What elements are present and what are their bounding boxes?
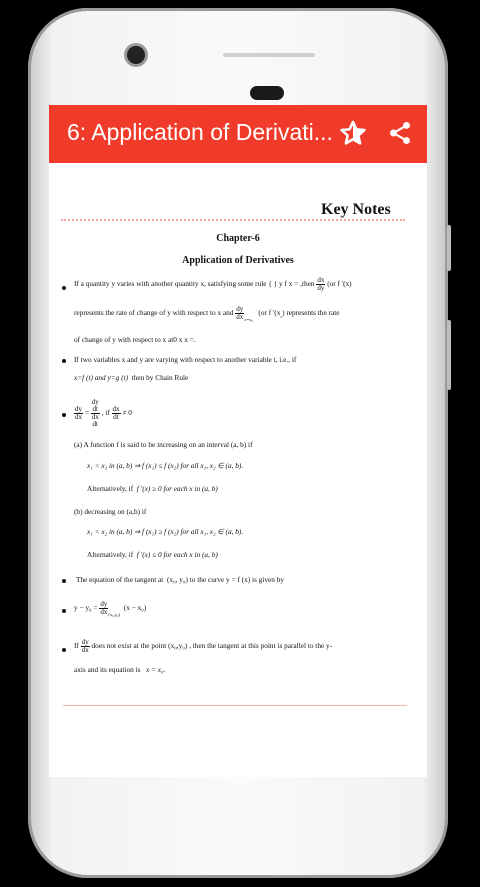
- star-outline-icon[interactable]: [339, 119, 367, 147]
- heading-divider: [61, 219, 405, 221]
- power-button: [447, 225, 451, 271]
- text-line: If a quantity y varies with another quantity x, satisfying some rule { } y f x = ,then $\frac{dx}{dy}$ (or f '(x): [74, 276, 352, 292]
- app-bar: [49, 105, 427, 163]
- formula-line: x₁ < x₂ in (a, b) ⇒ f (x₁) ≤ f (x₂) for all x₁, x₂ ∈ (a, b).: [87, 461, 244, 470]
- chapter-label: Chapter-6: [216, 233, 260, 244]
- text-line: represents the rate of change of y with respect to x and $\frac{dy}{dx}$ $_{x=x_0}$ (or f '$(x_{_0})$ represents the rate: [74, 305, 340, 323]
- bullet: [62, 609, 66, 613]
- text-line: The equation of the tangent at (x₀, y₀) to the curve y = f (x) is given by: [76, 575, 285, 584]
- text-line: If $\frac{dy}{dx}$ does not exist at the point (x₀,y₀) , then the tangent at this point is parallel to the y-: [74, 638, 333, 654]
- screen: [49, 105, 427, 777]
- formula-line: x₁ < x₂ in (a, b) ⇒ f (x₁) ≥ f (x₂) for all x₁, x₂ ∈ (a, b).: [87, 527, 244, 536]
- top-speaker-grille: [223, 53, 315, 57]
- document-page: [49, 163, 427, 777]
- text-line: Alternatively, if f ′(x) ≥ 0 for each x in (a, b): [87, 484, 218, 493]
- page-bottom-divider: [63, 705, 407, 706]
- text-line: (a) A function f is said to be increasing on an interval (a, b) if: [74, 440, 253, 449]
- doc-heading: Key Notes: [321, 201, 391, 218]
- text-line: x=f (t) and y=g (t) then by Chain Rule: [74, 373, 189, 382]
- earpiece: [250, 86, 284, 100]
- share-icon[interactable]: [387, 120, 413, 146]
- text-line: (b) decreasing on (a,b) if: [74, 507, 147, 516]
- tangent-formula: y − y₀ = $\frac{dy}{dx}$ $_{(x_0,y_0)}$ (x − x₀): [74, 600, 147, 618]
- bullet: [62, 579, 66, 583]
- text-line: axis and its equation is x = x₀.: [74, 665, 166, 674]
- text-line: Alternatively, if f ′(x) ≤ 0 for each x in (a, b): [87, 550, 218, 559]
- page-title: 6: Application of Derivati...: [67, 119, 333, 145]
- front-camera: [127, 46, 145, 64]
- text-line: If two variables x and y are varying with respect to another variable t, i.e., if: [74, 355, 297, 364]
- topic-title: Application of Derivatives: [182, 255, 294, 266]
- bullet: [62, 286, 66, 290]
- bullet: [62, 648, 66, 652]
- chain-rule-formula: $\frac{dy}{dx}$ = dy dt dx dt , if $\frac{dx}{dt}$ ≠ 0: [75, 398, 132, 428]
- bullet: [62, 413, 66, 417]
- text-line: of change of y with respect to x at0 x x =.: [74, 335, 196, 344]
- volume-button: [447, 320, 451, 390]
- bullet: [62, 359, 66, 363]
